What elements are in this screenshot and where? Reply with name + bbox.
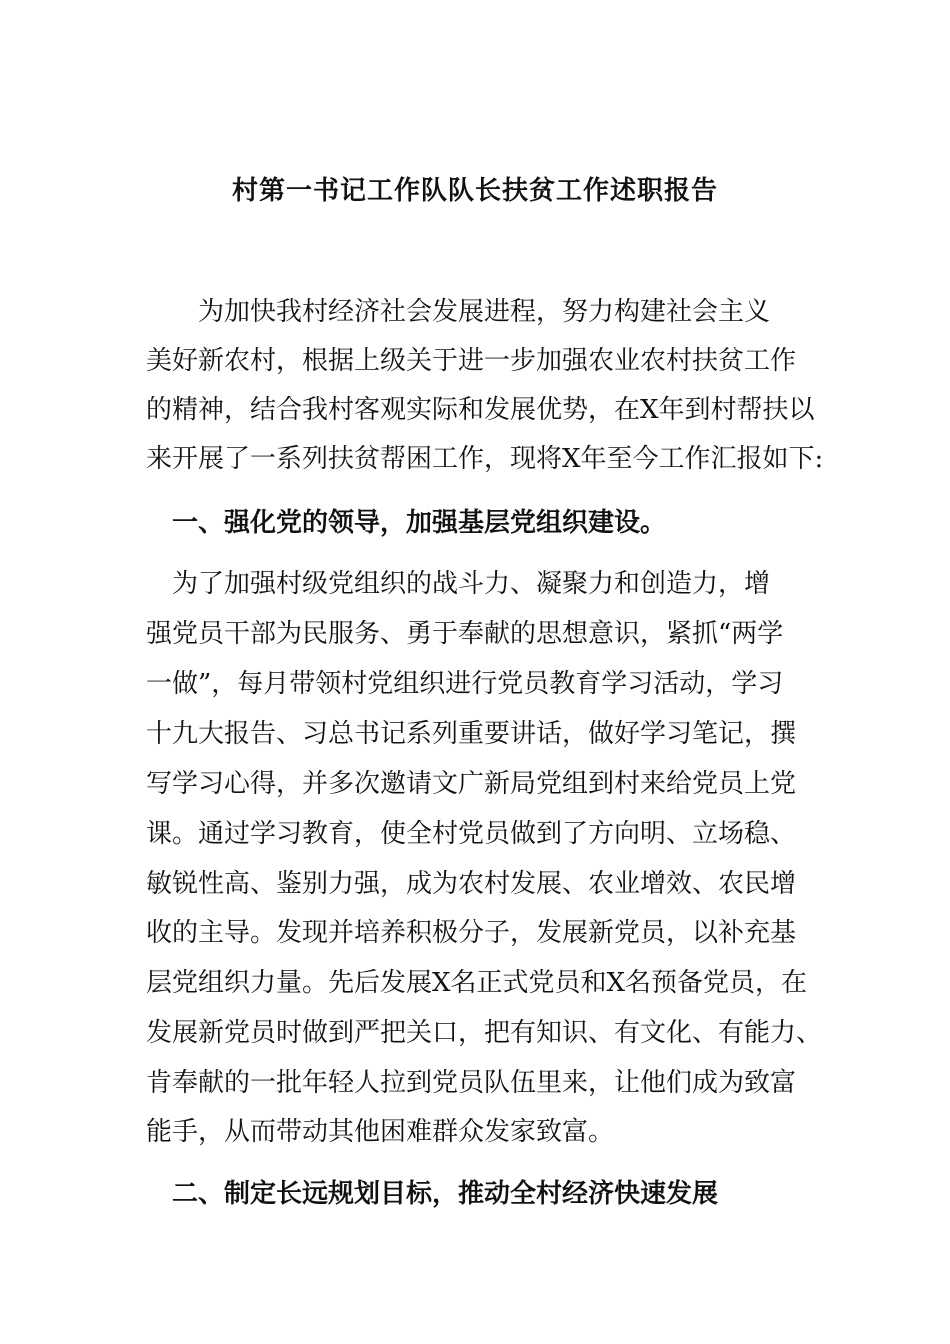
section-heading-2: 二、制定长远规划目标，推动全村经济快速发展	[146, 1179, 719, 1209]
paragraph-line: 课。通过学习教育，使全村党员做到了方向明、立场稳、	[146, 819, 797, 849]
document-title: 村第一书记工作队队长扶贫工作述职报告	[231, 176, 718, 206]
paragraph-line: 层党组织力量。先后发展X名正式党员和X名预备党员，在	[146, 968, 808, 998]
paragraph-line: 为了加强村级党组织的战斗力、凝聚力和创造力，增	[146, 569, 771, 599]
paragraph-line: 一做”，每月带领村党组织进行党员教育学习活动，学习	[146, 669, 784, 699]
paragraph-line: 能手，从而带动其他困难群众发家致富。	[146, 1117, 615, 1147]
intro-line: 的精神，结合我村客观实际和发展优势，在X年到村帮扶以	[146, 395, 815, 425]
intro-line: 来开展了一系列扶贫帮困工作，现将X年至今工作汇报如下:	[146, 444, 824, 474]
paragraph-line: 肯奉献的一批年轻人拉到党员队伍里来，让他们成为致富	[146, 1068, 797, 1098]
paragraph-line: 发展新党员时做到严把关口，把有知识、有文化、有能力、	[146, 1018, 823, 1048]
paragraph-line: 十九大报告、习总书记系列重要讲话，做好学习笔记，撰	[146, 719, 797, 749]
paragraph-line: 写学习心得，并多次邀请文广新局党组到村来给党员上党	[146, 769, 797, 799]
paragraph-line: 敏锐性高、鉴别力强，成为农村发展、农业增效、农民增	[146, 869, 797, 899]
intro-line: 为加快我村经济社会发展进程，努力构建社会主义	[146, 297, 771, 327]
paragraph-line: 收的主导。发现并培养积极分子，发展新党员，以补充基	[146, 918, 797, 948]
paragraph-line: 强党员干部为民服务、勇于奉献的思想意识，紧抓“两学	[146, 619, 784, 649]
intro-line: 美好新农村，根据上级关于进一步加强农业农村扶贫工作	[146, 346, 797, 376]
section-heading-1: 一、强化党的领导，加强基层党组织建设。	[146, 508, 667, 538]
